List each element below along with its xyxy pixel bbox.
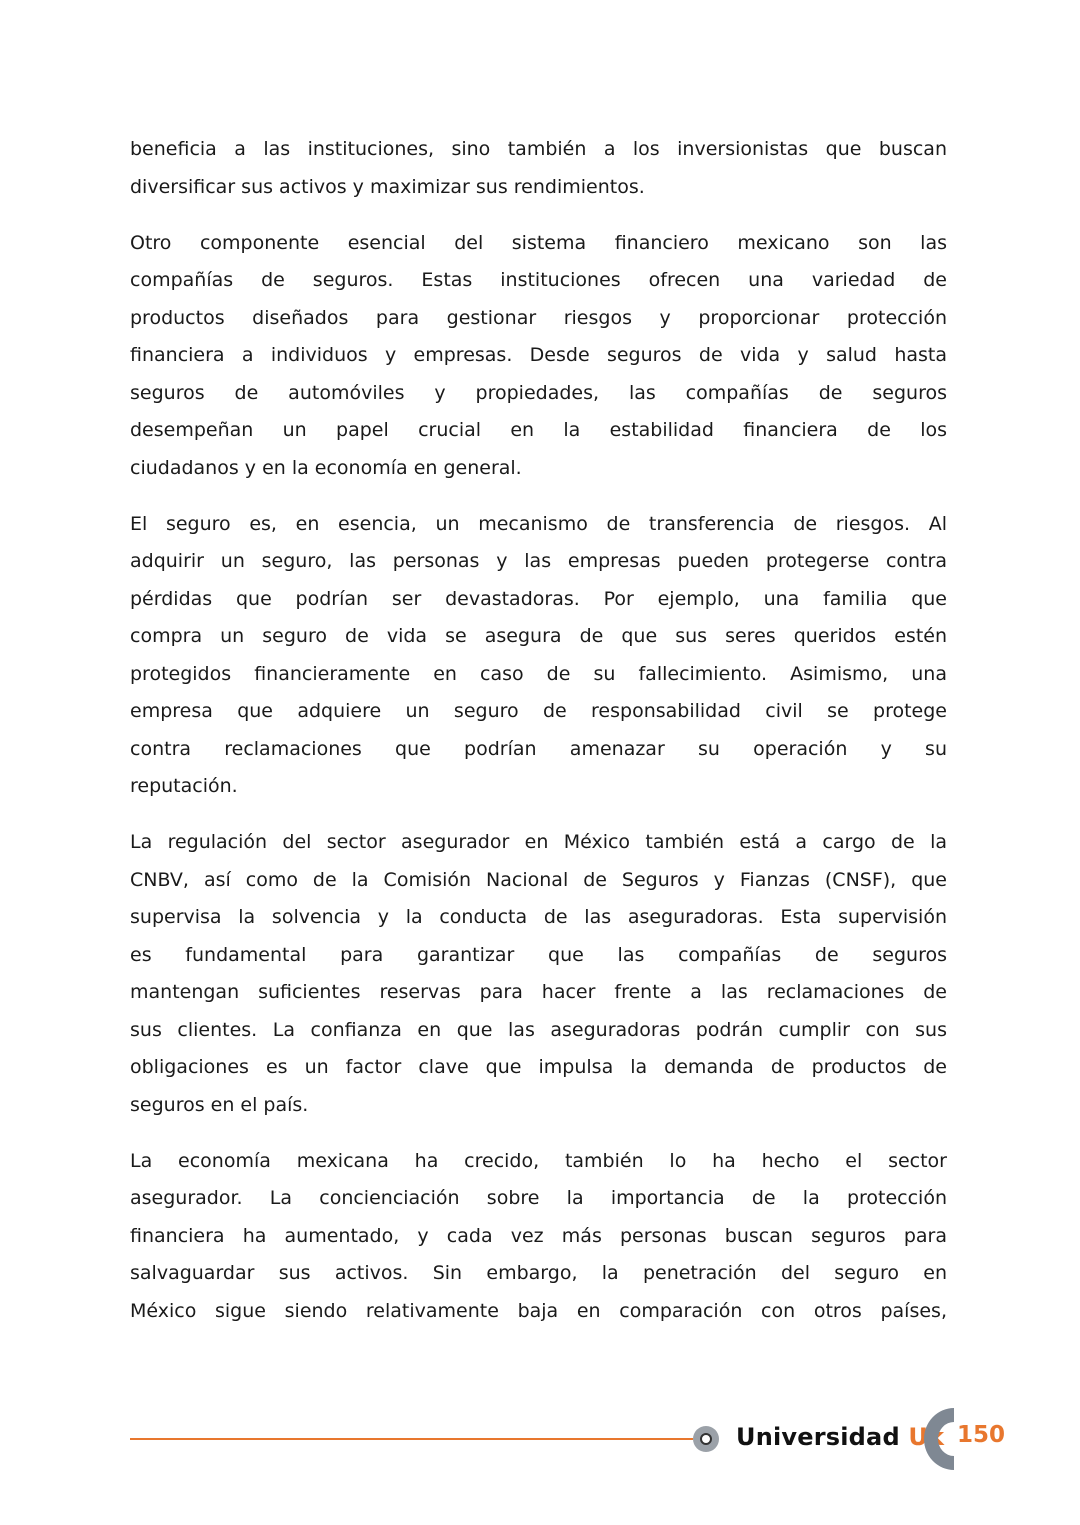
text-line: protegidos financieramente en caso de su fallecimiento. Asimismo, una <box>130 662 947 685</box>
text-line: supervisa la solvencia y la conducta de las aseguradoras. Esta supervisión <box>130 906 947 928</box>
text-line: La regulación del sector asegurador en México también está a cargo de la <box>130 831 947 853</box>
text-line: pérdidas que podrían ser devastadoras. Por ejemplo, una familia que <box>130 587 947 610</box>
text-line: productos diseñados para gestionar riesgos y proporcionar protección <box>130 306 947 329</box>
text-line: seguros de automóviles y propiedades, las compañías de seguros <box>130 381 947 404</box>
text-line: mantengan suficientes reservas para hacer frente a las reclamaciones de <box>130 981 947 1003</box>
text-line: financiera ha aumentado, y cada vez más personas buscan seguros para <box>130 1224 947 1247</box>
text-line: Otro componente esencial del sistema financiero mexicano son las <box>130 231 947 254</box>
text-line: financiera a individuos y empresas. Desde seguros de vida y salud hasta <box>130 344 947 366</box>
page-number: 150 <box>957 1422 1006 1448</box>
text-line: asegurador. La concienciación sobre la importancia de la protección <box>130 1187 947 1209</box>
text-line: ciudadanos y en la economía en general. <box>130 456 522 479</box>
text-line: salvaguardar sus activos. Sin embargo, la penetración del seguro en <box>130 1262 947 1284</box>
text-line: compañías de seguros. Estas instituciones ofrecen una variedad de <box>130 269 947 291</box>
text-line: seguros en el país. <box>130 1093 309 1116</box>
text-line: sus clientes. La confianza en que las aseguradoras podrán cumplir con sus <box>130 1018 947 1041</box>
paragraph <box>130 131 947 206</box>
text-line: desempeñan un papel crucial en la estabilidad financiera de los <box>130 419 947 441</box>
text-line: obligaciones es un factor clave que impulsa la demanda de productos de <box>130 1056 947 1078</box>
brand-logo <box>736 1423 944 1451</box>
brand-name: Universidad <box>736 1423 900 1451</box>
text-line: México sigue siendo relativamente baja en comparación con otros países, <box>130 1299 947 1322</box>
text-line: compra un seguro de vida se asegura de que sus seres queridos estén <box>130 625 947 647</box>
paragraph <box>130 824 947 1124</box>
paragraph <box>130 1143 947 1331</box>
text-line: es fundamental para garantizar que las compañías de seguros <box>130 943 947 966</box>
text-line: reputación. <box>130 775 238 797</box>
paragraph <box>130 225 947 488</box>
text-line: adquirir un seguro, las personas y las empresas pueden protegerse contra <box>130 550 947 572</box>
footer-divider <box>130 1438 693 1440</box>
text-line: El seguro es, en esencia, un mecanismo de transferencia de riesgos. Al <box>130 512 947 535</box>
logo-ring-icon <box>693 1426 719 1452</box>
brand-accent: Uk <box>908 1423 945 1451</box>
body-text <box>130 131 947 1349</box>
paragraph <box>130 506 947 806</box>
text-line: beneficia a las instituciones, sino también a los inversionistas que buscan <box>130 138 947 160</box>
text-line: La economía mexicana ha crecido, también lo ha hecho el sector <box>130 1149 947 1172</box>
text-line: CNBV, así como de la Comisión Nacional de Seguros y Fianzas (CNSF), que <box>130 868 947 891</box>
text-line: contra reclamaciones que podrían amenazar su operación y su <box>130 737 947 760</box>
text-line: empresa que adquiere un seguro de responsabilidad civil se protege <box>130 700 947 722</box>
text-line: diversificar sus activos y maximizar sus rendimientos. <box>130 175 645 198</box>
